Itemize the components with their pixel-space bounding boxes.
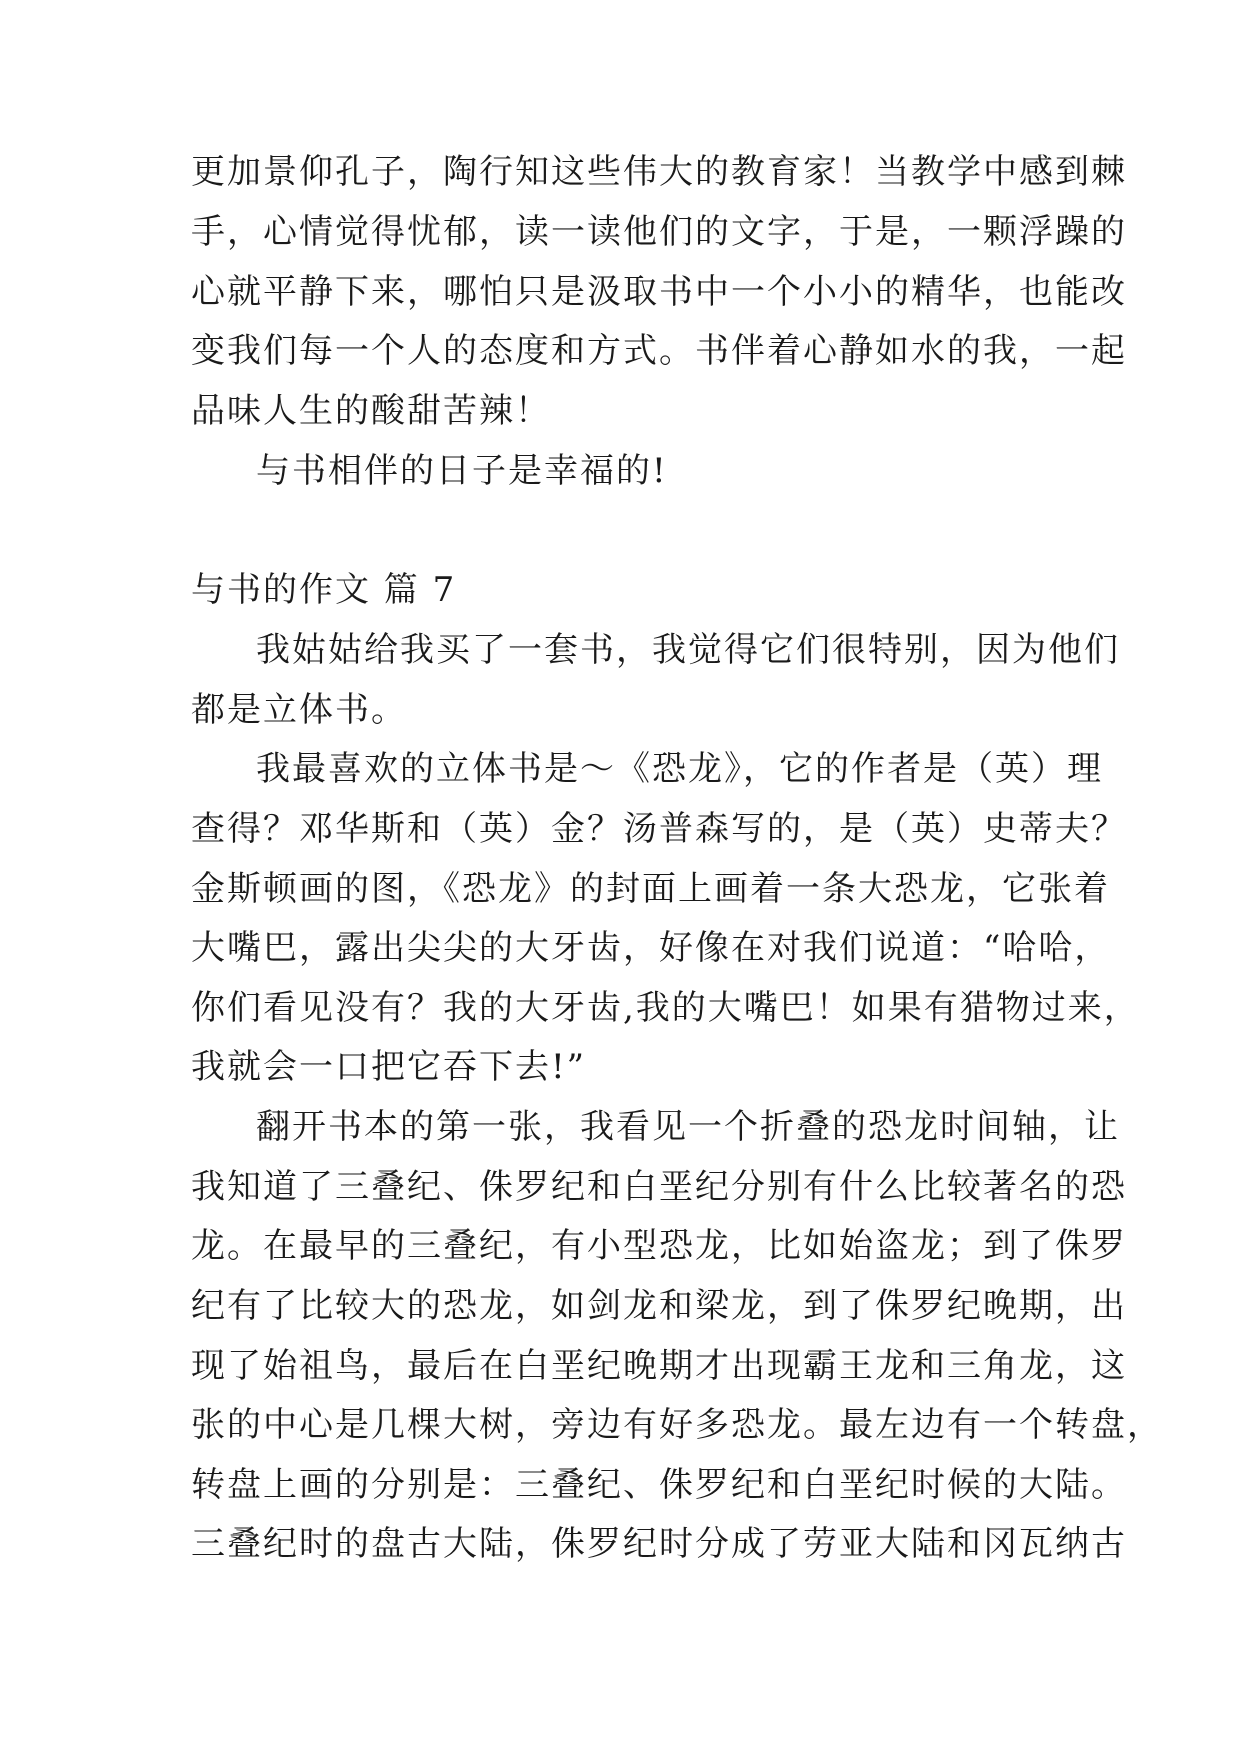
- body-text-line: 心就平静下来，哪怕只是汲取书中一个小小的精华，也能改: [191, 272, 1127, 312]
- body-text-line: 转盘上画的分别是：三叠纪、侏罗纪和白垩纪时候的大陆。: [191, 1465, 1127, 1505]
- paragraph-line: 与书相伴的日子是幸福的!: [256, 451, 668, 491]
- body-text-line: 大嘴巴，露出尖尖的大牙齿，好像在对我们说道：“哈哈，: [191, 928, 1111, 968]
- body-text-line: 品味人生的酸甜苦辣！: [191, 391, 551, 431]
- paragraph-line: 翻开书本的第一张，我看见一个折叠的恐龙时间轴，让: [256, 1107, 1120, 1147]
- body-text-line: 我就会一口把它吞下去!”: [191, 1047, 587, 1087]
- body-text-line: 变我们每一个人的态度和方式。书伴着心静如水的我，一起: [191, 331, 1127, 371]
- body-text-line: 你们看见没有？我的大牙齿,我的大嘴巴！如果有猎物过来，: [191, 988, 1140, 1028]
- body-text-line: 纪有了比较大的恐龙，如剑龙和梁龙，到了侏罗纪晚期，出: [191, 1286, 1127, 1326]
- paragraph-line: 我最喜欢的立体书是～《恐龙》，它的作者是（英）理: [256, 749, 1103, 789]
- body-text-line: 我知道了三叠纪、侏罗纪和白垩纪分别有什么比较著名的恐: [191, 1167, 1127, 1207]
- paragraph-line: 我姑姑给我买了一套书，我觉得它们很特别，因为他们: [256, 630, 1120, 670]
- body-text-line: 更加景仰孔子，陶行知这些伟大的教育家！当教学中感到棘: [191, 152, 1127, 192]
- body-text-line: 龙。在最早的三叠纪，有小型恐龙，比如始盗龙；到了侏罗: [191, 1226, 1127, 1266]
- body-text-line: 查得？邓华斯和（英）金？汤普森写的，是（英）史蒂夫？: [191, 809, 1127, 849]
- body-text-line: 张的中心是几棵大树，旁边有好多恐龙。最左边有一个转盘，: [191, 1405, 1163, 1445]
- body-text-line: 金斯顿画的图，《恐龙》的封面上画着一条大恐龙，它张着: [191, 869, 1110, 909]
- body-text-line: 三叠纪时的盘古大陆，侏罗纪时分成了劳亚大陆和冈瓦纳古: [191, 1524, 1127, 1564]
- body-text-line: 都是立体书。: [191, 690, 407, 730]
- section-heading: 与书的作文 篇 7: [191, 570, 457, 610]
- body-text-line: 现了始祖鸟，最后在白垩纪晚期才出现霸王龙和三角龙，这: [191, 1346, 1127, 1386]
- body-text-line: 手，心情觉得忧郁，读一读他们的文字，于是，一颗浮躁的: [191, 212, 1127, 252]
